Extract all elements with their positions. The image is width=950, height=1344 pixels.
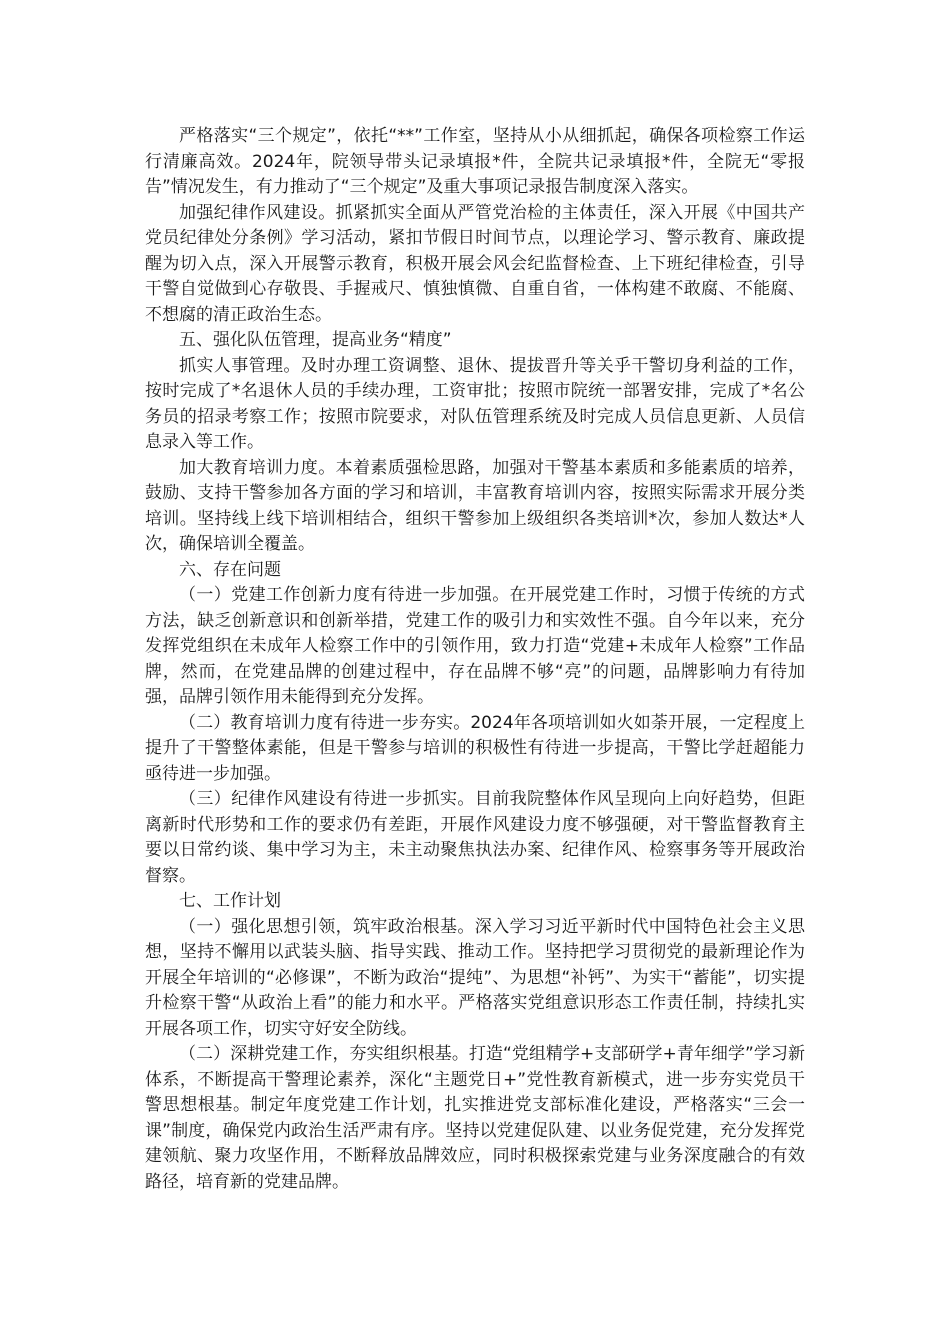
paragraph-plan-2: （二）深耕党建工作，夯实组织根基。打造“党组精学+支部研学+青年细学”学习新体系，不断提高干警理论素养，深化“主题党日+”党性教育新模式，进一步夯实党员干警思想根基。制定年度党建工作计划，扎实推进党支部标准化建设，严格落实“三会一课”制度，确保党内政治生活严肃有序。坚持以党建促队建、以业务促党建，充分发挥党建领航、聚力攻坚作用，不断释放品牌效应，同时积极探索党建与业务深度融合的有效路径，培育新的党建品牌。 — [145, 1044, 805, 1192]
section-heading-7: 七、工作计划 — [179, 891, 281, 911]
paragraph-issue-1: （一）党建工作创新力度有待进一步加强。在开展党建工作时，习惯于传统的方式方法，缺乏创新意识和创新举措，党建工作的吸引力和实效性不强。自今年以来，充分发挥党组织在未成年人检察工作中的引领作用，致力打造“党建+未成年人检察”工作品牌，然而，在党建品牌的创建过程中，存在品牌不够“亮”的问题，品牌影响力有待加强，品牌引领作用未能得到充分发挥。 — [145, 585, 805, 707]
document-body — [145, 124, 805, 1195]
paragraph-issue-3: （三）纪律作风建设有待进一步抓实。目前我院整体作风呈现向上向好趋势，但距离新时代形势和工作的要求仍有差距，开展作风建设力度不够强硬，对干警监督教育主要以日常约谈、集中学习为主，未主动聚焦执法办案、纪律作风、检察事务等开展政治督察。 — [145, 789, 805, 886]
section-heading-6: 六、存在问题 — [179, 559, 281, 580]
paragraph-three-regulations: 严格落实“三个规定”，依托“**”工作室，坚持从小从细抓起，确保各项检察工作运行清廉高效。2024年，院领导带头记录填报*件，全院共记录填报*件，全院无“零报告”情况发生，有力推动了“三个规定”及重大事项记录报告制度深入落实。 — [145, 126, 805, 197]
paragraph-education-training: 加大教育培训力度。本着素质强检思路，加强对干警基本素质和多能素质的培养，鼓励、支持干警参加各方面的学习和培训，丰富教育培训内容，按照实际需求开展分类培训。坚持线上线下培训相结合，组织干警参加上级组织各类培训*次，参加人数达*人次，确保培训全覆盖。 — [145, 457, 805, 554]
paragraph-plan-1: （一）强化思想引领，筑牢政治根基。深入学习习近平新时代中国特色社会主义思想，坚持不懈用以武装头脑、指导实践、推动工作。坚持把学习贯彻党的最新理论作为开展全年培训的“必修课”，不断为政治“提纯”、为思想“补钙”、为实干“蓄能”，切实提升检察干警“从政治上看”的能力和水平。严格落实党组意识形态工作责任制，持续扎实开展各项工作，切实守好安全防线。 — [145, 916, 805, 1039]
paragraph-discipline-style: 加强纪律作风建设。抓紧抓实全面从严管党治检的主体责任，深入开展《中国共产党员纪律处分条例》学习活动，紧扣节假日时间节点，以理论学习、警示教育、廉政提醒为切入点，深入开展警示教育，积极开展会风会纪监督检查、上下班纪律检查，引导干警自觉做到心存敬畏、手握戒尺、慎独慎微、自重自省，一体构建不敢腐、不能腐、不想腐的清正政治生态。 — [145, 202, 805, 325]
section-heading-5: 五、强化队伍管理，提高业务“精度” — [179, 330, 452, 350]
paragraph-issue-2: （二）教育培训力度有待进一步夯实。2024年各项培训如火如荼开展，一定程度上提升了干警整体素能，但是干警参与培训的积极性有待进一步提高，干警比学赶超能力亟待进一步加强。 — [145, 712, 805, 784]
paragraph-personnel-management: 抓实人事管理。及时办理工资调整、退休、提拔晋升等关乎干警切身利益的工作，按时完成了*名退休人员的手续办理，工资审批；按照市院统一部署安排，完成了*名公务员的招录考察工作；按照市院要求，对队伍管理系统及时完成人员信息更新、人员信息录入等工作。 — [145, 355, 805, 452]
